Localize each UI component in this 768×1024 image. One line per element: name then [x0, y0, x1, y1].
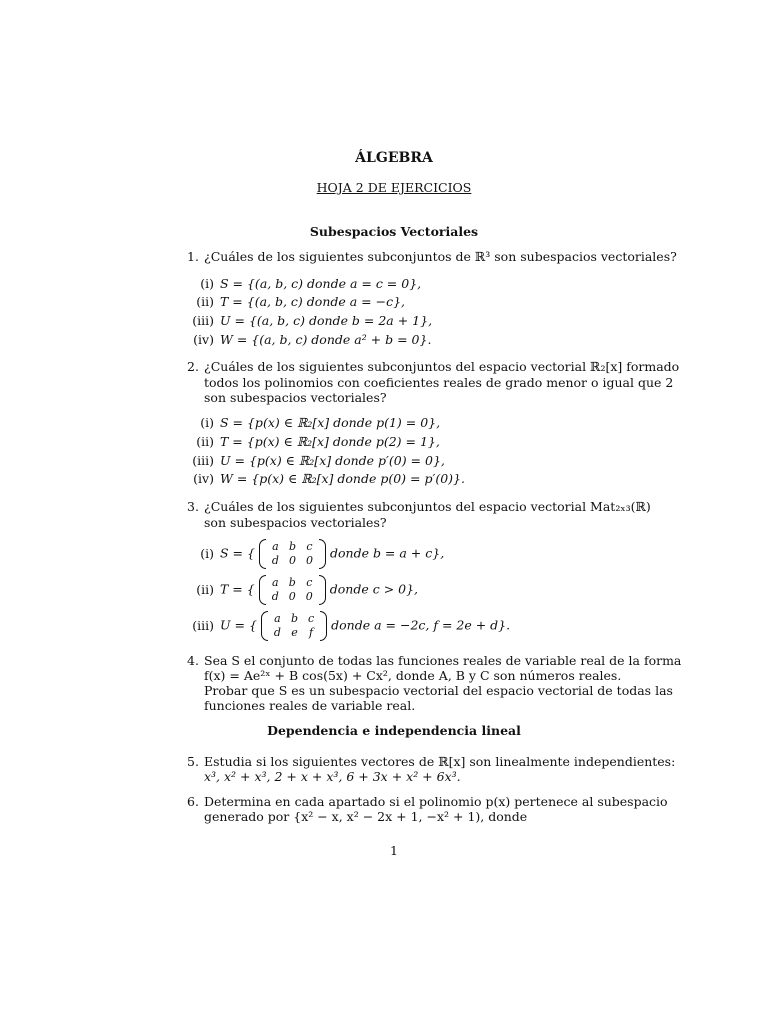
list-item: (ii) T = { a b c d 0 0 donde c > 0},: [196, 576, 419, 603]
exercise-number: 5.: [187, 754, 199, 769]
list-item: (iv) W = {(a, b, c) donde a² + b = 0}.: [193, 332, 432, 347]
exercise-text-line: son subespacios vectoriales?: [204, 390, 387, 405]
exercise-text-line: f(x) = Ae²ˣ + B cos(5x) + Cx², donde A, B y C son números reales.: [204, 668, 622, 683]
matrix: a b c d 0 0: [259, 576, 326, 604]
exercise-text: ¿Cuáles de los siguientes subconjuntos de ℝ³ son subespacios vectoriales?: [204, 249, 677, 264]
page-title: ÁLGEBRA: [355, 150, 433, 166]
list-item: (iv) W = {p(x) ∈ ℝ₂[x] donde p(0) = p′(0)}.: [193, 471, 465, 486]
exercise-number: 3.: [187, 499, 199, 514]
section-title-subespacios: Subespacios Vectoriales: [309, 224, 479, 239]
exercise-text-line: todos los polinomios con coeficientes reales de grado menor o igual que 2: [204, 375, 674, 390]
page-number: 1: [390, 843, 398, 858]
exercise-text-line: funciones reales de variable real.: [204, 698, 416, 713]
exercise-text-line: ¿Cuáles de los siguientes subconjuntos del espacio vectorial ℝ₂[x] formado: [204, 359, 680, 374]
exercise-number: 1.: [187, 249, 199, 264]
exercise-text-line: son subespacios vectoriales?: [204, 515, 387, 530]
section-title-dependencia: Dependencia e independencia lineal: [267, 723, 521, 738]
exercise-number: 4.: [187, 653, 199, 668]
list-item: (iii) U = { a b c d e f donde a = −2c, f = 2e + d}.: [192, 612, 511, 639]
exercise-text-line: x³, x² + x³, 2 + x + x³, 6 + 3x + x² + 6x³.: [204, 769, 461, 784]
list-item: (i) S = {(a, b, c) donde a = c = 0},: [200, 276, 422, 291]
list-item: (i) S = { a b c d 0 0 donde b = a + c},: [200, 540, 445, 567]
exercise-text-line: Determina en cada apartado si el polinomio p(x) pertenece al subespacio: [204, 794, 668, 809]
page-subtitle: HOJA 2 DE EJERCICIOS: [316, 180, 472, 195]
list-item: (ii) T = {(a, b, c) donde a = −c},: [196, 294, 406, 309]
exercise-number: 2.: [187, 359, 199, 374]
exercise-number: 6.: [187, 794, 199, 809]
exercise-text-line: Probar que S es un subespacio vectorial del espacio vectorial de todas las: [204, 683, 673, 698]
exercise-text-line: Estudia si los siguientes vectores de ℝ[x] son linealmente independientes:: [204, 754, 676, 769]
list-item: (iii) U = {p(x) ∈ ℝ₂[x] donde p′(0) = 0},: [192, 453, 445, 468]
list-item: (i) S = {p(x) ∈ ℝ₂[x] donde p(1) = 0},: [200, 415, 441, 430]
exercise-text-line: ¿Cuáles de los siguientes subconjuntos del espacio vectorial Mat₂ₓ₃(ℝ): [204, 499, 651, 514]
matrix: a b c d 0 0: [259, 540, 326, 568]
exercise-text-line: Sea S el conjunto de todas las funciones reales de variable real de la forma: [204, 653, 682, 668]
matrix: a b c d e f: [261, 612, 327, 640]
list-item: (ii) T = {p(x) ∈ ℝ₂[x] donde p(2) = 1},: [196, 434, 440, 449]
exercise-text-line: generado por {x² − x, x² − 2x + 1, −x² + 1), donde: [204, 809, 528, 824]
list-item: (iii) U = {(a, b, c) donde b = 2a + 1},: [192, 313, 433, 328]
